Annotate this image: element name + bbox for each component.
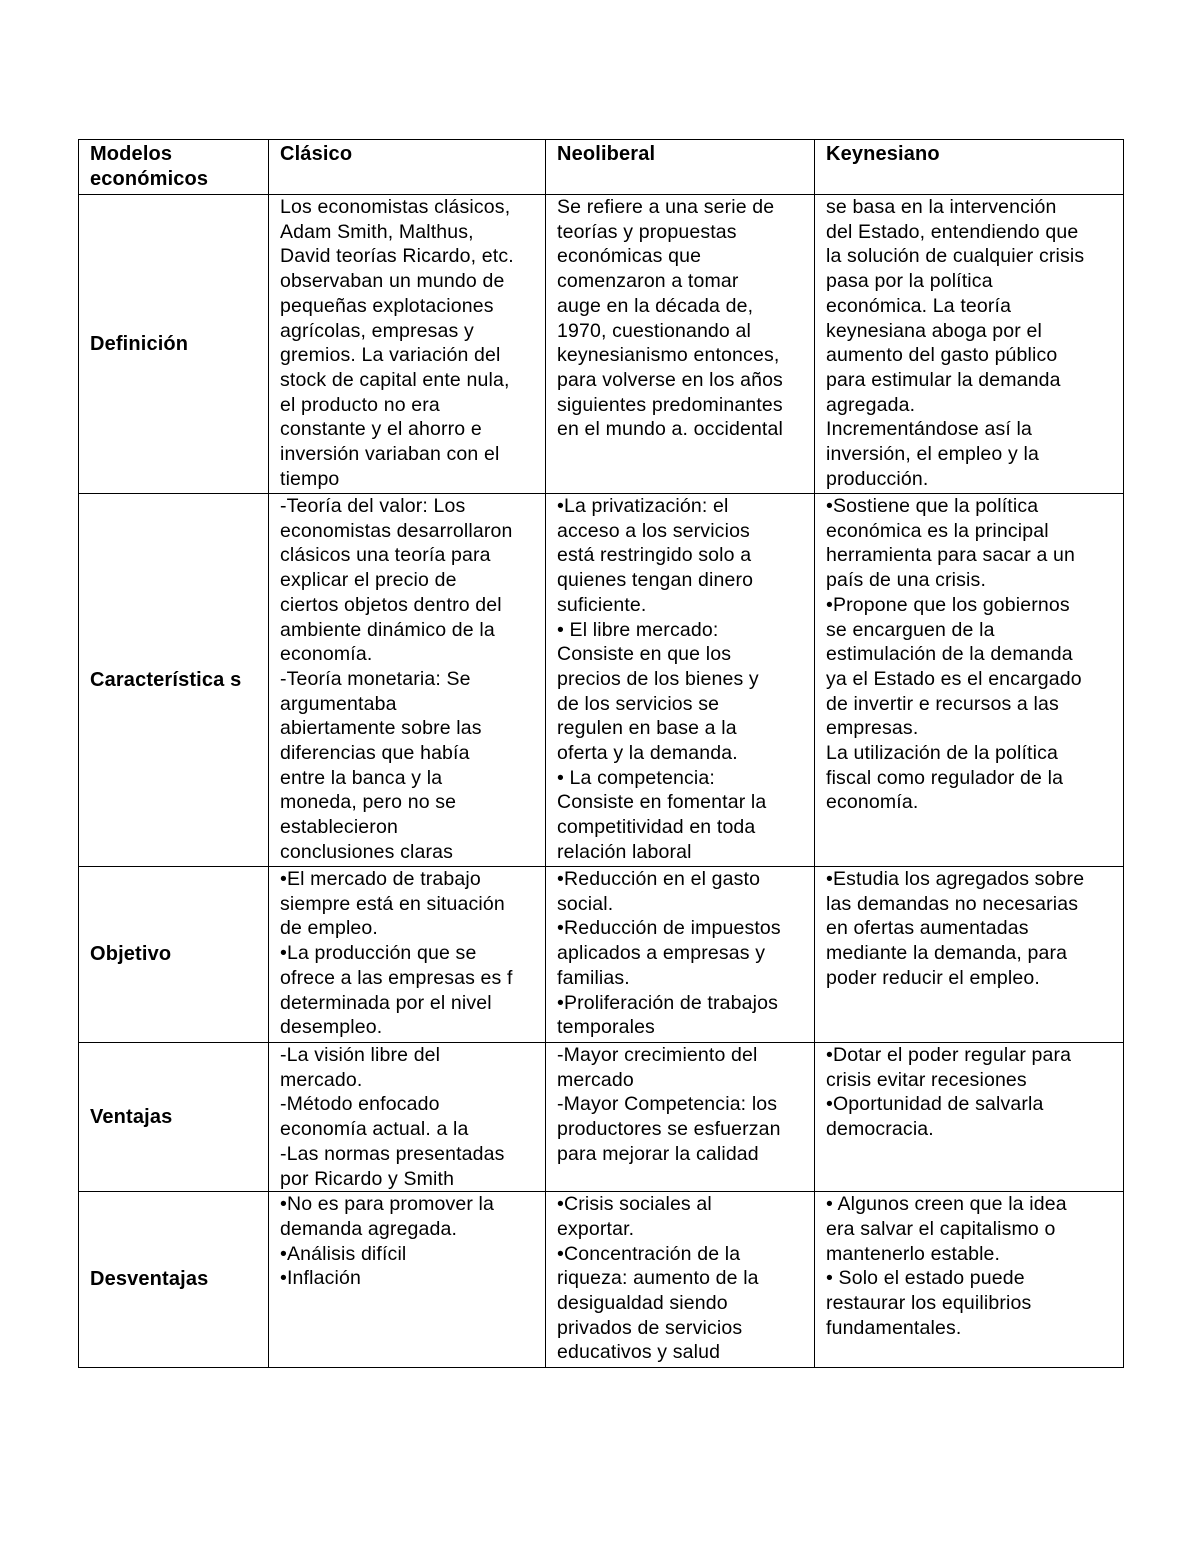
cell-text-line: •Reducción en el gasto <box>557 868 761 890</box>
cell-text-line: fiscal como regulador de la <box>826 766 1064 789</box>
cell-text-line: por Ricardo y Smith <box>280 1167 455 1190</box>
cell-text-line: inversión variaban con el <box>280 443 500 466</box>
cell-text-line: 1970, cuestionando al <box>557 319 751 342</box>
cell-text-line: Incrementándose así la <box>826 418 1033 441</box>
cell-text-line: Se refiere a una serie de <box>557 196 775 218</box>
cell-text-line: moneda, pero no se <box>280 791 457 814</box>
cell-text-line: La utilización de la política <box>826 742 1058 765</box>
cell-text-line: economistas desarrollaron <box>280 519 513 542</box>
cell-text-line: para mejorar la calidad <box>557 1142 759 1165</box>
cell-text-line: explicar el precio de <box>280 569 457 592</box>
cell-ventajas-keynesiano <box>815 1043 1124 1192</box>
economic-models-table <box>78 139 1124 1368</box>
cell-text-line: mediante la demanda, para <box>826 942 1068 965</box>
header-keynesiano: Keynesiano <box>815 140 1124 195</box>
cell-text-line: temporales <box>557 1016 655 1039</box>
cell-text-line: -Teoría monetaria: Se <box>280 667 471 690</box>
cell-text-line: para estimular la demanda <box>826 368 1061 391</box>
cell-text-line: • Algunos creen que la idea <box>826 1193 1067 1216</box>
cell-text-line: en ofertas aumentadas <box>826 917 1029 940</box>
header-corner-cell: Modelos económicos <box>79 140 269 195</box>
row-label-caracteristicas: Característica s <box>79 494 269 867</box>
cell-text-line: • Solo el estado puede <box>826 1267 1025 1290</box>
cell-text-line: se encarguen de la <box>826 618 995 641</box>
cell-text-line: agrícolas, empresas y <box>280 319 474 342</box>
table-row <box>79 867 1124 1043</box>
row-label-ventajas: Ventajas <box>79 1043 269 1192</box>
cell-text-line: mantenerlo estable. <box>826 1242 1001 1265</box>
cell-text-line: exportar. <box>557 1217 635 1240</box>
cell-text-line: ofrece a las empresas es f <box>280 966 513 989</box>
cell-text-line: era salvar el capitalismo o <box>826 1217 1056 1240</box>
cell-text-line: •Análisis difícil <box>280 1242 407 1265</box>
cell-text-line: relación laboral <box>557 840 692 863</box>
cell-text-line: la solución de cualquier crisis <box>826 245 1085 268</box>
cell-text-line: precios de los bienes y <box>557 667 759 690</box>
cell-text-line: económicas que <box>557 245 702 268</box>
cell-text-line: aplicados a empresas y <box>557 942 766 965</box>
cell-text-line: agregada. <box>826 393 916 416</box>
cell-text-line: •Concentración de la <box>557 1242 741 1265</box>
cell-text-line: productores se esfuerzan <box>557 1118 781 1141</box>
cell-text-line: •Sostiene que la política <box>826 495 1039 517</box>
cell-text-line: herramienta para sacar a un <box>826 544 1076 567</box>
cell-text-line: está restringido solo a <box>557 544 752 567</box>
row-label-desventajas: Desventajas <box>79 1192 269 1368</box>
cell-text-line: producción. <box>826 467 929 490</box>
cell-text-line: quienes tengan dinero <box>557 569 754 592</box>
row-label-definicion: Definición <box>79 195 269 494</box>
cell-text-line: economía actual. a la <box>280 1118 469 1141</box>
cell-text-line: país de una crisis. <box>826 569 987 592</box>
cell-ventajas-neoliberal <box>546 1043 815 1192</box>
cell-text-line: inversión, el empleo y la <box>826 443 1039 466</box>
cell-text-line: fundamentales. <box>826 1316 962 1339</box>
cell-definicion-keynesiano <box>815 195 1124 494</box>
row-label-objetivo: Objetivo <box>79 867 269 1043</box>
cell-text-line: •Proliferación de trabajos <box>557 991 779 1014</box>
cell-text-line: Consiste en fomentar la <box>557 791 767 814</box>
cell-text-line: Los economistas clásicos, <box>280 196 511 218</box>
table-row <box>79 195 1124 494</box>
cell-text-line: keynesiana aboga por el <box>826 319 1042 342</box>
cell-objetivo-clasico <box>269 867 546 1043</box>
cell-text-line: siempre está en situación <box>280 892 505 915</box>
cell-text-line: -Mayor Competencia: los <box>557 1093 778 1116</box>
cell-text-line: •La producción que se <box>280 942 477 965</box>
cell-text-line: mercado. <box>280 1068 363 1091</box>
cell-definicion-neoliberal <box>546 195 815 494</box>
cell-text-line: de empleo. <box>280 917 378 940</box>
table-header-row <box>79 140 1124 195</box>
cell-text-line: se basa en la intervención <box>826 196 1057 218</box>
cell-text-line: stock de capital ente nula, <box>280 368 510 391</box>
cell-text-line: para volverse en los años <box>557 368 783 391</box>
cell-text-line: acceso a los servicios <box>557 519 750 542</box>
cell-text-line: keynesianismo entonces, <box>557 344 780 367</box>
cell-text-line: -Método enfocado <box>280 1093 440 1116</box>
cell-text-line: •Crisis sociales al <box>557 1193 712 1216</box>
cell-text-line: crisis evitar recesiones <box>826 1068 1027 1091</box>
cell-text-line: • El libre mercado: <box>557 618 719 641</box>
cell-text-line: Consiste en que los <box>557 643 732 666</box>
cell-text-line: tiempo <box>280 467 340 490</box>
cell-text-line: clásicos una teoría para <box>280 544 491 567</box>
cell-text-line: -Mayor crecimiento del <box>557 1044 758 1066</box>
cell-caracteristicas-clasico <box>269 494 546 867</box>
cell-text-line: •Estudia los agregados sobre <box>826 868 1085 890</box>
cell-text-line: ya el Estado es el encargado <box>826 667 1082 690</box>
cell-text-line: mercado <box>557 1068 634 1091</box>
cell-text-line: empresas. <box>826 717 919 740</box>
cell-text-line: -Las normas presentadas <box>280 1142 505 1165</box>
cell-text-line: pasa por la política <box>826 270 993 293</box>
header-clasico: Clásico <box>269 140 546 195</box>
cell-text-line: •Reducción de impuestos <box>557 917 781 940</box>
cell-text-line: poder reducir el empleo. <box>826 966 1040 989</box>
cell-text-line: -La visión libre del <box>280 1044 441 1066</box>
table-row <box>79 494 1124 867</box>
header-neoliberal: Neoliberal <box>546 140 815 195</box>
cell-text-line: el producto no era <box>280 393 440 416</box>
cell-text-line: argumentaba <box>280 692 397 715</box>
cell-text-line: de invertir e recursos a las <box>826 692 1059 715</box>
table-row <box>79 1043 1124 1192</box>
cell-text-line: -Teoría del valor: Los <box>280 495 466 517</box>
cell-text-line: en el mundo a. occidental <box>557 418 783 441</box>
cell-text-line: regulen en base a la <box>557 717 737 740</box>
cell-desventajas-neoliberal <box>546 1192 815 1368</box>
cell-text-line: pequeñas explotaciones <box>280 294 494 317</box>
cell-text-line: comenzaron a tomar <box>557 270 739 293</box>
cell-desventajas-keynesiano <box>815 1192 1124 1368</box>
cell-text-line: abiertamente sobre las <box>280 717 482 740</box>
cell-caracteristicas-neoliberal <box>546 494 815 867</box>
cell-text-line: suficiente. <box>557 593 647 616</box>
cell-text-line: economía. <box>280 643 373 666</box>
cell-text-line: económica es la principal <box>826 519 1049 542</box>
cell-caracteristicas-keynesiano <box>815 494 1124 867</box>
cell-text-line: social. <box>557 892 614 915</box>
cell-text-line: educativos y salud <box>557 1341 721 1364</box>
table-row <box>79 1192 1124 1368</box>
cell-text-line: determinada por el nivel <box>280 991 492 1014</box>
cell-text-line: competitividad en toda <box>557 816 756 839</box>
cell-text-line: David teorías Ricardo, etc. <box>280 245 514 268</box>
cell-text-line: aumento del gasto público <box>826 344 1058 367</box>
cell-text-line: familias. <box>557 966 630 989</box>
cell-text-line: •No es para promover la <box>280 1193 495 1216</box>
cell-text-line: • La competencia: <box>557 766 715 789</box>
cell-text-line: teorías y propuestas <box>557 220 737 243</box>
cell-text-line: desempleo. <box>280 1016 383 1039</box>
cell-definicion-clasico <box>269 195 546 494</box>
cell-text-line: demanda agregada. <box>280 1217 458 1240</box>
cell-text-line: ambiente dinámico de la <box>280 618 495 641</box>
cell-text-line: entre la banca y la <box>280 766 443 789</box>
cell-text-line: Adam Smith, Malthus, <box>280 220 474 243</box>
cell-text-line: desigualdad siendo <box>557 1292 728 1315</box>
cell-objetivo-keynesiano <box>815 867 1124 1043</box>
cell-ventajas-clasico <box>269 1043 546 1192</box>
cell-text-line: oferta y la demanda. <box>557 742 738 765</box>
cell-text-line: democracia. <box>826 1118 934 1141</box>
cell-text-line: las demandas no necesarias <box>826 892 1079 915</box>
cell-text-line: •La privatización: el <box>557 495 729 517</box>
cell-text-line: privados de servicios <box>557 1316 743 1339</box>
cell-text-line: •Inflación <box>280 1267 361 1290</box>
cell-text-line: del Estado, entendiendo que <box>826 220 1079 243</box>
cell-text-line: siguientes predominantes <box>557 393 783 416</box>
cell-text-line: ciertos objetos dentro del <box>280 593 502 616</box>
cell-text-line: constante y el ahorro e <box>280 418 482 441</box>
cell-text-line: de los servicios se <box>557 692 720 715</box>
cell-text-line: estimulación de la demanda <box>826 643 1073 666</box>
cell-text-line: economía. <box>826 791 919 814</box>
cell-text-line: económica. La teoría <box>826 294 1012 317</box>
cell-objetivo-neoliberal <box>546 867 815 1043</box>
cell-text-line: conclusiones claras <box>280 840 454 863</box>
cell-text-line: riqueza: aumento de la <box>557 1267 759 1290</box>
cell-text-line: •Propone que los gobiernos <box>826 593 1070 616</box>
cell-desventajas-clasico <box>269 1192 546 1368</box>
cell-text-line: •Oportunidad de salvarla <box>826 1093 1044 1116</box>
cell-text-line: establecieron <box>280 816 398 839</box>
cell-text-line: observaban un mundo de <box>280 270 505 293</box>
cell-text-line: restaurar los equilibrios <box>826 1292 1032 1315</box>
cell-text-line: auge en la década de, <box>557 294 754 317</box>
cell-text-line: •Dotar el poder regular para <box>826 1044 1072 1066</box>
cell-text-line: gremios. La variación del <box>280 344 501 367</box>
cell-text-line: diferencias que había <box>280 742 470 765</box>
cell-text-line: •El mercado de trabajo <box>280 868 481 890</box>
